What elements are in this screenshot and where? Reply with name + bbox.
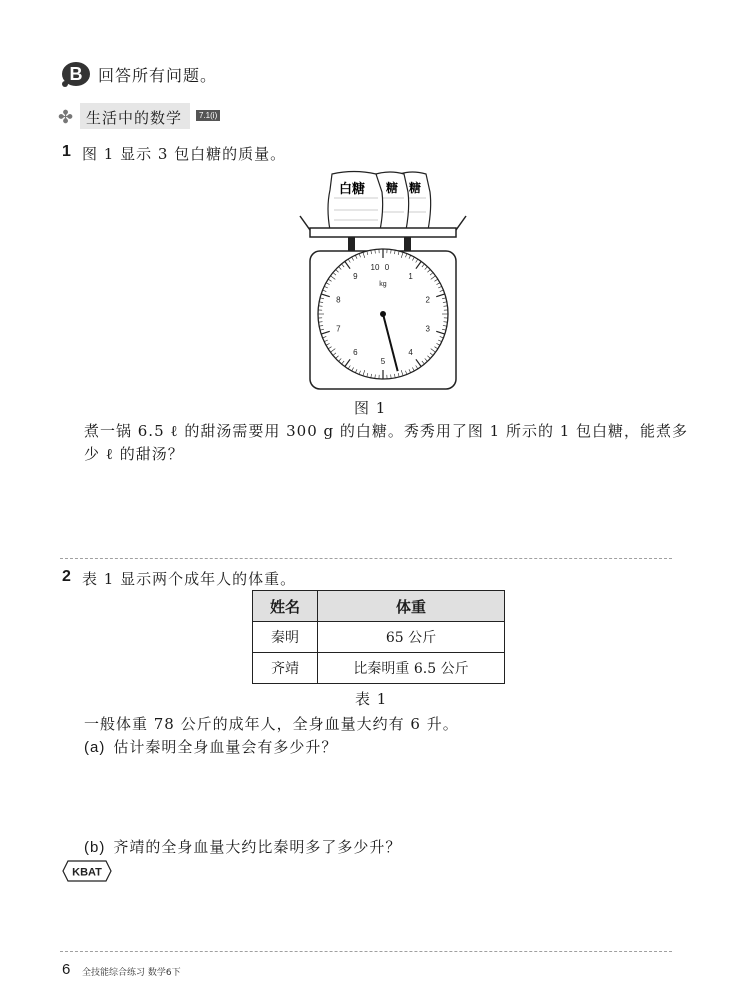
question-2-intro: 表 1 显示两个成年人的体重。	[82, 570, 297, 588]
dial-number: 0	[384, 263, 390, 272]
dial-pivot	[380, 311, 386, 317]
section-divider	[60, 558, 672, 559]
dial-number: 1	[408, 271, 413, 281]
bag-label: 白糖	[339, 182, 366, 197]
section-b-badge	[60, 58, 92, 88]
question-2-text-line-1: 一般体重 78 公斤的成年人，全身血量大约有 6 升。	[84, 715, 459, 733]
column-header-name: 姓名	[253, 591, 318, 622]
dial-unit: kg	[379, 281, 387, 288]
dial-number: 4	[408, 348, 413, 358]
table-cell: 秦明	[253, 622, 318, 653]
svg-text:糖: 糖	[409, 181, 422, 195]
dial-number: 9	[353, 271, 358, 281]
question-1-intro: 图 1 显示 3 包白糖的质量。	[82, 145, 287, 163]
column-header-weight: 体重	[318, 591, 505, 622]
weighing-scale-figure	[296, 168, 471, 393]
topic-tag: 7.1(i)	[196, 110, 220, 121]
question-2a	[84, 736, 337, 757]
section-instruction: 回答所有问题。	[98, 66, 218, 85]
dial-number: 3	[425, 324, 430, 334]
part-b-label: (b)	[84, 839, 106, 856]
dial-number: 5	[380, 357, 386, 366]
table-header-row	[253, 591, 505, 622]
sugar-bag-1	[328, 172, 383, 231]
table-cell: 齐靖	[253, 653, 318, 684]
page-number: 6	[62, 961, 71, 978]
footer-divider	[60, 951, 672, 952]
question-1-text-line-1: 煮一锅 6.5 ℓ 的甜汤需要用 300 g 的白糖。秀秀用了图 1 所示的 1 包白糖，能煮多	[84, 422, 689, 440]
dial-number: 8	[336, 295, 341, 305]
section-letter: B	[69, 64, 83, 84]
table-cell: 比秦明重 6.5 公斤	[318, 653, 505, 684]
table-cell: 65 公斤	[318, 622, 505, 653]
dial-number: 6	[353, 348, 358, 358]
table-row	[253, 653, 505, 684]
kbat-label: KBAT	[72, 866, 102, 879]
book-title: 全技能综合练习 数学6下	[82, 968, 181, 978]
dial-number: 7	[336, 324, 341, 334]
table-1-caption: 表 1	[355, 690, 388, 708]
svg-text:糖: 糖	[386, 181, 399, 195]
figure-1-caption: 图 1	[354, 399, 387, 417]
part-b-text: 齐靖的全身血量大约比秦明多了多少升？	[113, 838, 402, 856]
weight-table	[252, 590, 505, 684]
topic-title: 生活中的数学	[86, 109, 183, 127]
question-2b	[84, 836, 401, 857]
dial-number: 2	[425, 295, 430, 305]
dial-number: 10	[370, 263, 380, 272]
scale-dial	[318, 249, 448, 379]
kbat-badge	[62, 859, 112, 883]
question-2-number: 2	[62, 568, 71, 585]
table-row	[253, 622, 505, 653]
clover-icon: ✤	[58, 107, 74, 128]
part-a-label: (a)	[84, 739, 106, 756]
question-1-number: 1	[62, 143, 71, 160]
part-a-text: 估计秦明全身血量会有多少升？	[113, 738, 338, 756]
question-1-text-line-2: 少 ℓ 的甜汤？	[84, 445, 184, 463]
